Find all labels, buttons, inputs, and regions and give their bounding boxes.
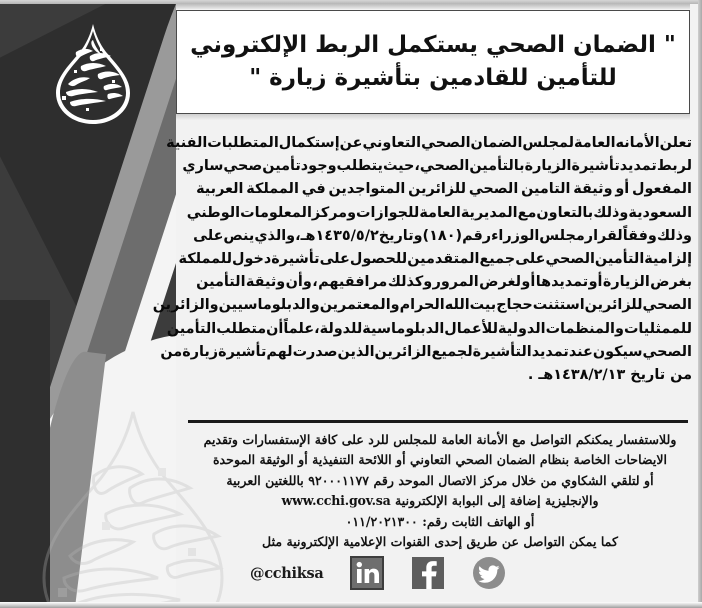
body-word: ساري — [182, 158, 224, 175]
body-word: وذلك — [656, 227, 692, 244]
website-line-prefix: والإنجليزية إضافة إلى البوابة الإلكترونية — [395, 493, 599, 509]
body-line — [196, 178, 692, 201]
body-word: بيت — [469, 297, 497, 314]
body-word: للمملكة — [178, 251, 233, 268]
body-word: بغرض — [650, 274, 692, 291]
linkedin-icon[interactable] — [350, 556, 384, 590]
body-word: الدبلوماسية — [362, 320, 445, 337]
body-word: العامة — [574, 135, 616, 151]
body-word: المعلومات — [240, 204, 312, 221]
body-word: والزائرين — [152, 297, 219, 314]
body-word: علماً — [283, 320, 315, 337]
body-word: زيارة — [182, 343, 219, 360]
body-word: على — [193, 227, 224, 244]
contact-website-line — [192, 491, 688, 511]
body-word: مع — [517, 204, 537, 221]
body-word: لغرض — [479, 274, 521, 291]
body-word: لمجلس — [522, 135, 575, 151]
body-word: يتطلب — [336, 158, 383, 175]
body-word: تمديدها — [535, 274, 589, 291]
body-word: صحي — [223, 158, 263, 175]
body-word: للزائرين — [584, 297, 643, 314]
cchi-logo-icon — [46, 22, 140, 126]
body-word: جميع — [479, 251, 516, 268]
body-word: لقرار — [584, 227, 623, 244]
body-line — [196, 271, 692, 294]
body-word: الصحي — [545, 251, 595, 268]
body-word: حيث — [382, 158, 415, 175]
body-word: والدبلوماسيين — [218, 297, 320, 314]
body-word: أن — [266, 320, 284, 337]
body-word: المتطلبات — [207, 135, 279, 151]
body-word: (١٨٠) — [422, 227, 463, 244]
body-word: التامين — [521, 181, 571, 198]
body-word: التأمين — [196, 274, 246, 291]
body-word: التأشيرة — [472, 343, 532, 360]
body-word: الدولية — [497, 320, 546, 337]
body-word: ، — [414, 158, 420, 175]
facebook-icon[interactable] — [411, 556, 445, 590]
body-word: إلزامية — [644, 251, 692, 268]
body-line — [193, 225, 692, 248]
body-word: الضمان — [470, 135, 523, 151]
body-word: على — [319, 251, 350, 268]
body-word: ومركز — [311, 204, 357, 221]
body-word: للممثليات — [623, 320, 692, 337]
body-word: الصحي — [642, 343, 692, 360]
body-word: المرور — [432, 274, 479, 291]
content-column — [152, 0, 702, 608]
body-word: عن — [339, 135, 363, 151]
contact-line-2: الايضاحات الخاصة بنظام الضمان الصحي التعاوني أو اللائحة التنفيذية أو الوثيقة الموحدة — [212, 452, 668, 468]
body-word: إستكمال — [278, 135, 340, 151]
contact-line-1: وللاستفسار يمكنكم التواصل مع الأمانة العامة للمجلس للرد على كافة الإستفسارات وتقديم — [203, 432, 677, 447]
body-word: وأن — [285, 274, 312, 291]
body-word: التأمين — [166, 320, 217, 337]
body-word: المديرية — [460, 204, 518, 221]
body-word: رقم — [462, 227, 492, 244]
body-line — [152, 294, 692, 317]
body-word: المملكة — [246, 181, 299, 198]
announcement-body — [152, 132, 692, 387]
body-line-text: من تاريخ ١٤٣٨/٢/١٣هـ . — [527, 367, 692, 384]
body-word: مجلس — [539, 227, 585, 244]
body-line — [166, 132, 692, 155]
body-word: الزيارة — [524, 158, 572, 175]
advertisement-title-plaque — [176, 10, 690, 114]
body-word: أو — [588, 274, 603, 291]
body-word: وثيقة — [245, 274, 286, 291]
body-word: الصحي — [642, 297, 692, 314]
body-word: استثنت — [532, 297, 585, 314]
body-word: دخول — [232, 251, 272, 268]
body-word: سيكون — [592, 343, 643, 360]
body-word: ينص — [223, 227, 255, 244]
body-word: الصحي — [468, 181, 519, 198]
body-word: المفعول — [632, 181, 692, 198]
section-separator — [188, 420, 688, 423]
body-line — [196, 364, 692, 387]
body-line — [182, 155, 692, 178]
body-line — [160, 341, 692, 364]
body-word: بالتعاون — [536, 204, 594, 221]
page-frame-top — [0, 0, 702, 4]
body-word: للأعمال — [444, 320, 498, 337]
title-line-1: " الضمان الصحي يستكمل الربط الإلكتروني — [190, 31, 676, 58]
body-word: لربط — [656, 158, 692, 175]
body-word: تأشيرة — [271, 251, 320, 268]
body-word: المتقدمين — [407, 251, 480, 268]
body-word: الفنية — [166, 135, 208, 151]
website-url[interactable]: www.cchi.gov.sa — [281, 493, 391, 509]
body-word: وثيقة — [573, 181, 613, 198]
body-word: والمعتمرين — [319, 297, 400, 314]
body-word: متطلب — [216, 320, 267, 337]
body-word: الصحي — [419, 158, 470, 175]
body-word: تأشيرة — [218, 343, 267, 360]
body-line — [186, 202, 692, 225]
body-word: السعودية — [628, 204, 692, 221]
body-word: الزائرين — [374, 343, 432, 360]
body-word: الوطني — [186, 204, 241, 221]
body-word: لهم — [266, 343, 293, 360]
body-word: ١٤٣٥/٥/٢هـ — [300, 227, 379, 244]
body-word: والذي — [254, 227, 296, 244]
body-word: بالتأمين — [469, 158, 525, 175]
title-line-2: للتأمين للقادمين بتأشيرة زيارة " — [249, 65, 617, 91]
body-line — [166, 318, 692, 341]
body-word: تأمين — [262, 158, 301, 175]
body-word: للجوازات — [356, 204, 420, 221]
title-plaque-top-shadow — [176, 4, 690, 9]
body-word: الأمانه — [615, 135, 660, 151]
title-plaque-bottom-shadow — [176, 114, 690, 120]
body-word: العربية — [196, 181, 244, 198]
body-word: أو — [615, 181, 630, 198]
body-word: الحرام — [399, 297, 445, 314]
body-word: الزيارة — [602, 274, 650, 291]
contact-line-3: أو لتلقي الشكاوي من خلال مركز الاتصال الموحد رقم ٩٢٠٠٠١١٧٧ باللغتين العربية — [226, 472, 654, 488]
body-word: ، — [312, 274, 318, 291]
body-word: صدرت — [292, 343, 338, 360]
body-word: الذين — [337, 343, 375, 360]
contact-section — [192, 430, 688, 552]
body-word: عند — [568, 343, 593, 360]
body-word: المتواجدين — [328, 181, 406, 198]
body-word: تعلن — [659, 135, 692, 151]
body-word: وتاريخ — [378, 227, 423, 244]
body-word: وفقاً — [622, 227, 657, 244]
body-word: تأشيرة — [571, 158, 620, 175]
body-word: للحصول — [349, 251, 408, 268]
social-media-row — [250, 552, 650, 594]
body-word: وذلك — [593, 204, 629, 221]
body-word: التعاوني — [362, 135, 422, 151]
body-word: للدولة — [319, 320, 363, 337]
body-word: الوزراء — [491, 227, 540, 244]
body-word: للزائرين — [408, 181, 467, 198]
body-word: وجود — [300, 158, 337, 175]
page-frame-bottom — [0, 602, 702, 608]
body-word: تمديد — [531, 343, 569, 360]
body-word: العامة — [419, 204, 461, 221]
body-word: حجاج — [496, 297, 533, 314]
body-word: لجميع — [431, 343, 473, 360]
body-word: من — [160, 343, 183, 360]
page-frame-right — [698, 0, 702, 608]
body-word: التأمين — [594, 251, 645, 268]
body-word: أو — [521, 274, 536, 291]
social-handle: @cchiksa — [250, 564, 324, 582]
body-word: الصحي — [421, 135, 471, 151]
body-word: تمديد — [619, 158, 657, 175]
body-word: ، — [314, 320, 320, 337]
body-word: الله — [444, 297, 470, 314]
contact-social-intro: كما يمكن التواصل عن طريق إحدى القنوات الإعلامية الإلكترونية مثل — [262, 534, 618, 550]
body-word: ، — [295, 227, 301, 244]
body-word: والمنظمات — [545, 320, 624, 337]
body-word: على — [515, 251, 546, 268]
body-line — [178, 248, 692, 271]
body-word: في — [301, 181, 326, 198]
body-word: مرافقيهم — [318, 274, 388, 291]
twitter-icon[interactable] — [472, 556, 506, 590]
contact-landline-line: أو الهاتف الثابت رقم: ٠١١/٢٠٢١٣٠٠ — [345, 513, 535, 529]
body-word: وكذلك — [387, 274, 433, 291]
